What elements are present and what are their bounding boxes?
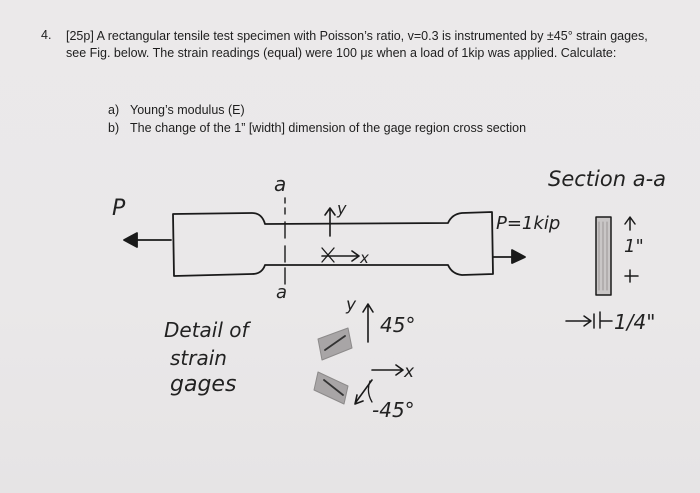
specimen-outline xyxy=(173,212,493,276)
part-b-label: b) xyxy=(108,121,120,135)
cut-label-top: a xyxy=(274,172,287,196)
detail-label-2: strain xyxy=(170,346,227,370)
axis-y-label-top: y xyxy=(337,199,347,218)
load-right-label: P=1kip xyxy=(496,213,561,234)
axis-y-label-detail: y xyxy=(346,295,357,315)
load-left-label: P xyxy=(112,196,126,221)
section-label: Section a-a xyxy=(548,167,667,191)
question-number: 4. xyxy=(41,28,52,42)
part-a-label: a) xyxy=(108,103,120,117)
detail-label-3: gages xyxy=(170,372,237,397)
width-dim-label: 1" xyxy=(624,236,644,257)
detail-x-axis xyxy=(372,365,403,375)
angle-neg-label: -45° xyxy=(372,398,415,422)
detail-label-1: Detail of xyxy=(164,318,249,342)
y-axis-arrow-top xyxy=(325,208,335,236)
part-a-text: Young’s modulus (E) xyxy=(130,103,245,117)
thickness-dim-label: 1/4" xyxy=(614,310,656,334)
axis-x-label-top: x xyxy=(360,249,369,267)
detail-y-axis xyxy=(363,304,373,342)
axis-x-label-detail: x xyxy=(404,362,415,382)
cut-label-bottom: a xyxy=(276,282,288,303)
gage-marks xyxy=(322,248,334,262)
question-text: [25p] A rectangular tensile test specimen with Poisson’s ratio, v=0.3 is instrumented by ±45° strain gages, see Fig. below. The strain readings (equal) were 100 με when a load of 1kip was applied. Calculate: xyxy=(66,29,648,60)
thickness-dim-arrow xyxy=(566,312,612,328)
width-dim-arrow xyxy=(625,217,635,230)
part-b-text: The change of the 1” [width] dimension of the gage region cross section xyxy=(130,121,527,135)
strain-gage-2 xyxy=(314,372,348,404)
angle-pos-label: 45° xyxy=(380,313,416,337)
